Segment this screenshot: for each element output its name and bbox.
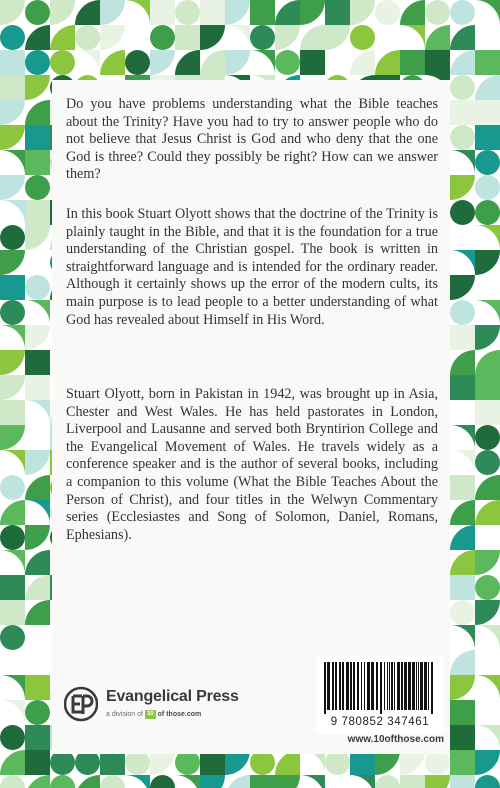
pattern-tile xyxy=(450,275,475,300)
pattern-tile xyxy=(25,175,50,200)
pattern-tile xyxy=(475,325,500,350)
pattern-tile xyxy=(300,50,325,75)
pattern-tile xyxy=(475,175,500,200)
barcode-bar xyxy=(424,662,427,710)
pattern-tile xyxy=(0,50,25,75)
pattern-tile xyxy=(450,550,475,575)
pattern-tile xyxy=(0,125,25,150)
division-name: of those.com xyxy=(157,711,202,718)
pattern-tile xyxy=(475,125,500,150)
pattern-tile xyxy=(450,575,475,600)
pattern-tile xyxy=(25,425,50,450)
pattern-tile xyxy=(25,625,50,650)
pattern-tile xyxy=(25,125,50,150)
ten-of-those-badge: 10 xyxy=(146,711,154,717)
pattern-tile xyxy=(225,0,250,25)
pattern-tile xyxy=(0,550,25,575)
pattern-tile xyxy=(200,775,225,788)
pattern-tile xyxy=(0,0,25,25)
pattern-tile xyxy=(0,250,25,275)
pattern-tile xyxy=(100,50,125,75)
pattern-tile xyxy=(475,525,500,550)
pattern-tile xyxy=(300,0,325,25)
pattern-tile xyxy=(475,550,500,575)
author-bio-paragraph: Stuart Olyott, born in Pakistan in 1942, was brought up in Asia, Chester and West Wales. He has held pastorates in London, Liverpool and Lausanne and served both Bryntirion College and the Evangelical Movement of Wales. He travels widely as a conference speaker and is the author of several books, including a companion to this volume (What the Bible Teaches About the Person of Christ), and four titles in the Welwyn Commentary series (Ecclesiastes and Song of Solomon, Daniel, Romans, Ephesians). xyxy=(66,386,438,543)
barcode-bar xyxy=(376,662,378,710)
pattern-tile xyxy=(450,50,475,75)
isbn-barcode xyxy=(316,656,444,734)
pattern-tile xyxy=(25,100,50,125)
pattern-tile xyxy=(450,225,475,250)
pattern-tile xyxy=(475,375,500,400)
pattern-tile xyxy=(0,475,25,500)
pattern-tile xyxy=(450,750,475,775)
pattern-tile xyxy=(475,0,500,25)
pattern-tile xyxy=(475,725,500,750)
pattern-tile xyxy=(75,25,100,50)
pattern-tile xyxy=(475,200,500,225)
pattern-tile xyxy=(475,50,500,75)
pattern-tile xyxy=(25,325,50,350)
pattern-tile xyxy=(450,700,475,725)
pattern-tile xyxy=(450,200,475,225)
pattern-tile xyxy=(175,0,200,25)
pattern-tile xyxy=(0,300,25,325)
pattern-tile xyxy=(0,725,25,750)
pattern-tile xyxy=(475,350,500,375)
pattern-tile xyxy=(325,25,350,50)
pattern-tile xyxy=(25,500,50,525)
barcode-bar xyxy=(371,662,374,710)
pattern-tile xyxy=(25,150,50,175)
pattern-tile xyxy=(300,25,325,50)
pattern-tile xyxy=(50,25,75,50)
pattern-tile xyxy=(450,400,475,425)
pattern-tile xyxy=(25,525,50,550)
pattern-tile xyxy=(425,25,450,50)
pattern-tile xyxy=(475,450,500,475)
barcode-bar xyxy=(350,662,352,710)
barcode-bar xyxy=(335,662,337,710)
pattern-tile xyxy=(475,775,500,788)
barcode-bar xyxy=(324,662,326,714)
pattern-tile xyxy=(475,25,500,50)
pattern-tile xyxy=(375,50,400,75)
barcode-bar xyxy=(412,662,415,710)
pattern-tile xyxy=(50,50,75,75)
pattern-tile xyxy=(450,675,475,700)
pattern-tile xyxy=(350,50,375,75)
pattern-tile xyxy=(400,50,425,75)
pattern-tile xyxy=(475,275,500,300)
pattern-tile xyxy=(100,0,125,25)
pattern-tile xyxy=(450,375,475,400)
pattern-tile xyxy=(450,175,475,200)
pattern-tile xyxy=(450,300,475,325)
pattern-tile xyxy=(450,25,475,50)
pattern-tile xyxy=(25,0,50,25)
pattern-tile xyxy=(325,0,350,25)
barcode-bar xyxy=(389,662,390,710)
publisher-website: www.10ofthose.com xyxy=(347,734,444,745)
barcode-bar xyxy=(401,662,403,710)
publisher-division xyxy=(106,710,201,719)
barcode-bar xyxy=(380,662,382,714)
pattern-tile xyxy=(25,25,50,50)
barcode-bar xyxy=(404,662,407,710)
pattern-tile xyxy=(450,350,475,375)
pattern-tile xyxy=(150,25,175,50)
pattern-tile xyxy=(375,25,400,50)
publisher-logo xyxy=(64,686,264,726)
pattern-tile xyxy=(425,0,450,25)
pattern-tile xyxy=(0,425,25,450)
pattern-tile xyxy=(25,250,50,275)
pattern-tile xyxy=(475,675,500,700)
pattern-tile xyxy=(25,400,50,425)
pattern-tile xyxy=(0,600,25,625)
pattern-tile xyxy=(425,50,450,75)
pattern-tile xyxy=(275,0,300,25)
pattern-tile xyxy=(125,25,150,50)
pattern-tile xyxy=(400,775,425,788)
pattern-tile xyxy=(75,0,100,25)
pattern-tile xyxy=(225,775,250,788)
pattern-tile xyxy=(125,0,150,25)
pattern-tile xyxy=(450,0,475,25)
pattern-tile xyxy=(475,400,500,425)
pattern-tile xyxy=(475,500,500,525)
pattern-tile xyxy=(175,50,200,75)
pattern-tile xyxy=(375,0,400,25)
pattern-tile xyxy=(50,0,75,25)
pattern-tile xyxy=(150,0,175,25)
pattern-tile xyxy=(275,775,300,788)
publisher-name: Evangelical Press xyxy=(106,688,239,705)
pattern-tile xyxy=(0,150,25,175)
pattern-tile xyxy=(25,350,50,375)
pattern-tile xyxy=(150,50,175,75)
pattern-tile xyxy=(25,725,50,750)
pattern-tile xyxy=(25,275,50,300)
pattern-tile xyxy=(0,650,25,675)
barcode-bar xyxy=(346,662,349,710)
ep-logo-icon xyxy=(64,686,98,722)
barcode-bar xyxy=(339,662,341,710)
pattern-tile xyxy=(475,75,500,100)
pattern-tile xyxy=(50,775,75,788)
pattern-tile xyxy=(350,775,375,788)
barcode-bar xyxy=(408,662,411,710)
isbn-number: 9 780852 347461 xyxy=(330,716,430,728)
pattern-tile xyxy=(0,775,25,788)
pattern-tile xyxy=(450,150,475,175)
pattern-tile xyxy=(25,700,50,725)
barcode-bar xyxy=(391,662,393,710)
barcode-bars xyxy=(322,662,438,714)
pattern-tile xyxy=(0,25,25,50)
barcode-bar xyxy=(332,662,334,710)
pattern-tile xyxy=(25,650,50,675)
barcode-bar xyxy=(364,662,365,710)
pattern-tile xyxy=(125,775,150,788)
pattern-tile xyxy=(425,775,450,788)
pattern-tile xyxy=(450,450,475,475)
pattern-tile xyxy=(450,475,475,500)
pattern-tile xyxy=(0,575,25,600)
pattern-tile xyxy=(0,750,25,775)
barcode-bar xyxy=(367,662,370,710)
pattern-tile xyxy=(475,425,500,450)
barcode-bar xyxy=(342,662,344,710)
pattern-tile xyxy=(475,575,500,600)
pattern-tile xyxy=(450,600,475,625)
pattern-tile xyxy=(200,25,225,50)
pattern-tile xyxy=(475,600,500,625)
pattern-tile xyxy=(250,775,275,788)
pattern-tile xyxy=(175,775,200,788)
barcode-bar xyxy=(327,662,330,710)
pattern-tile xyxy=(100,775,125,788)
pattern-tile xyxy=(25,550,50,575)
pattern-tile xyxy=(325,775,350,788)
pattern-tile xyxy=(450,525,475,550)
pattern-tile xyxy=(450,775,475,788)
pattern-tile xyxy=(275,50,300,75)
barcode-bar xyxy=(384,662,385,710)
pattern-tile xyxy=(200,0,225,25)
pattern-tile xyxy=(150,775,175,788)
pattern-tile xyxy=(0,175,25,200)
pattern-tile xyxy=(0,100,25,125)
barcode-bar xyxy=(428,662,429,710)
pattern-tile xyxy=(250,0,275,25)
pattern-tile xyxy=(450,75,475,100)
pattern-tile xyxy=(25,200,50,225)
pattern-tile xyxy=(0,225,25,250)
pattern-tile xyxy=(300,775,325,788)
pattern-tile xyxy=(475,100,500,125)
pattern-tile xyxy=(75,775,100,788)
pattern-tile xyxy=(475,750,500,775)
pattern-tile xyxy=(475,475,500,500)
pattern-tile xyxy=(0,325,25,350)
pattern-tile xyxy=(75,50,100,75)
division-prefix: a division of xyxy=(106,711,143,718)
pattern-tile xyxy=(225,25,250,50)
pattern-tile xyxy=(450,650,475,675)
barcode-bar xyxy=(416,662,417,710)
pattern-tile xyxy=(250,50,275,75)
pattern-tile xyxy=(25,775,50,788)
pattern-tile xyxy=(200,50,225,75)
barcode-bar xyxy=(394,662,395,710)
pattern-tile xyxy=(25,450,50,475)
pattern-tile xyxy=(25,375,50,400)
barcode-bar xyxy=(397,662,400,710)
pattern-tile xyxy=(25,600,50,625)
pattern-tile xyxy=(450,500,475,525)
pattern-tile xyxy=(275,25,300,50)
pattern-tile xyxy=(475,700,500,725)
pattern-tile xyxy=(225,50,250,75)
barcode-bar xyxy=(387,662,388,710)
pattern-tile xyxy=(450,425,475,450)
pattern-tile xyxy=(450,725,475,750)
pattern-tile xyxy=(450,250,475,275)
pattern-tile xyxy=(0,450,25,475)
pattern-tile xyxy=(0,625,25,650)
pattern-tile xyxy=(375,775,400,788)
pattern-tile xyxy=(0,525,25,550)
pattern-tile xyxy=(350,0,375,25)
pattern-tile xyxy=(350,25,375,50)
pattern-tile xyxy=(125,50,150,75)
pattern-tile xyxy=(25,475,50,500)
pattern-tile xyxy=(475,250,500,275)
pattern-tile xyxy=(0,500,25,525)
pattern-tile xyxy=(475,225,500,250)
pattern-tile xyxy=(25,750,50,775)
pattern-tile xyxy=(450,625,475,650)
pattern-tile xyxy=(0,200,25,225)
pattern-tile xyxy=(450,125,475,150)
pattern-tile xyxy=(25,50,50,75)
pattern-tile xyxy=(475,150,500,175)
pattern-tile xyxy=(0,675,25,700)
barcode-bar xyxy=(361,662,362,710)
pattern-tile xyxy=(25,675,50,700)
pattern-tile xyxy=(450,325,475,350)
pattern-tile xyxy=(475,650,500,675)
description-paragraph-2: In this book Stuart Olyott shows that the doctrine of the Trinity is plainly taught in the Bible, and that it is the foundation for a true understanding of the Christian gospel. The book is written in straightforward language and is intended for the ordinary reader. Although it certainly shows up the error of the modern cults, its main purpose is to lead people to a better understanding of what God has revealed about Himself in His Word. xyxy=(66,206,438,328)
pattern-tile xyxy=(0,275,25,300)
pattern-tile xyxy=(0,700,25,725)
barcode-bar xyxy=(418,662,419,710)
pattern-tile xyxy=(0,350,25,375)
pattern-tile xyxy=(175,25,200,50)
pattern-tile xyxy=(325,50,350,75)
barcode-bar xyxy=(420,662,423,710)
pattern-tile xyxy=(0,75,25,100)
pattern-tile xyxy=(25,225,50,250)
pattern-tile xyxy=(25,575,50,600)
pattern-tile xyxy=(100,25,125,50)
pattern-tile xyxy=(475,625,500,650)
pattern-tile xyxy=(250,25,275,50)
barcode-bar xyxy=(431,662,433,714)
pattern-tile xyxy=(25,75,50,100)
pattern-tile xyxy=(0,375,25,400)
pattern-tile xyxy=(450,100,475,125)
description-paragraph-1: Do you have problems understanding what the Bible teaches about the Trinity? Have you had to try to answer people who do not believe that Jesus Christ is God and who deny that the one God is three? Could they possibly be right? How can we answer them? xyxy=(66,96,438,183)
pattern-tile xyxy=(25,300,50,325)
barcode-bar xyxy=(353,662,355,710)
pattern-tile xyxy=(400,0,425,25)
pattern-tile xyxy=(0,400,25,425)
barcode-bar xyxy=(357,662,359,710)
pattern-tile xyxy=(400,25,425,50)
pattern-tile xyxy=(475,300,500,325)
